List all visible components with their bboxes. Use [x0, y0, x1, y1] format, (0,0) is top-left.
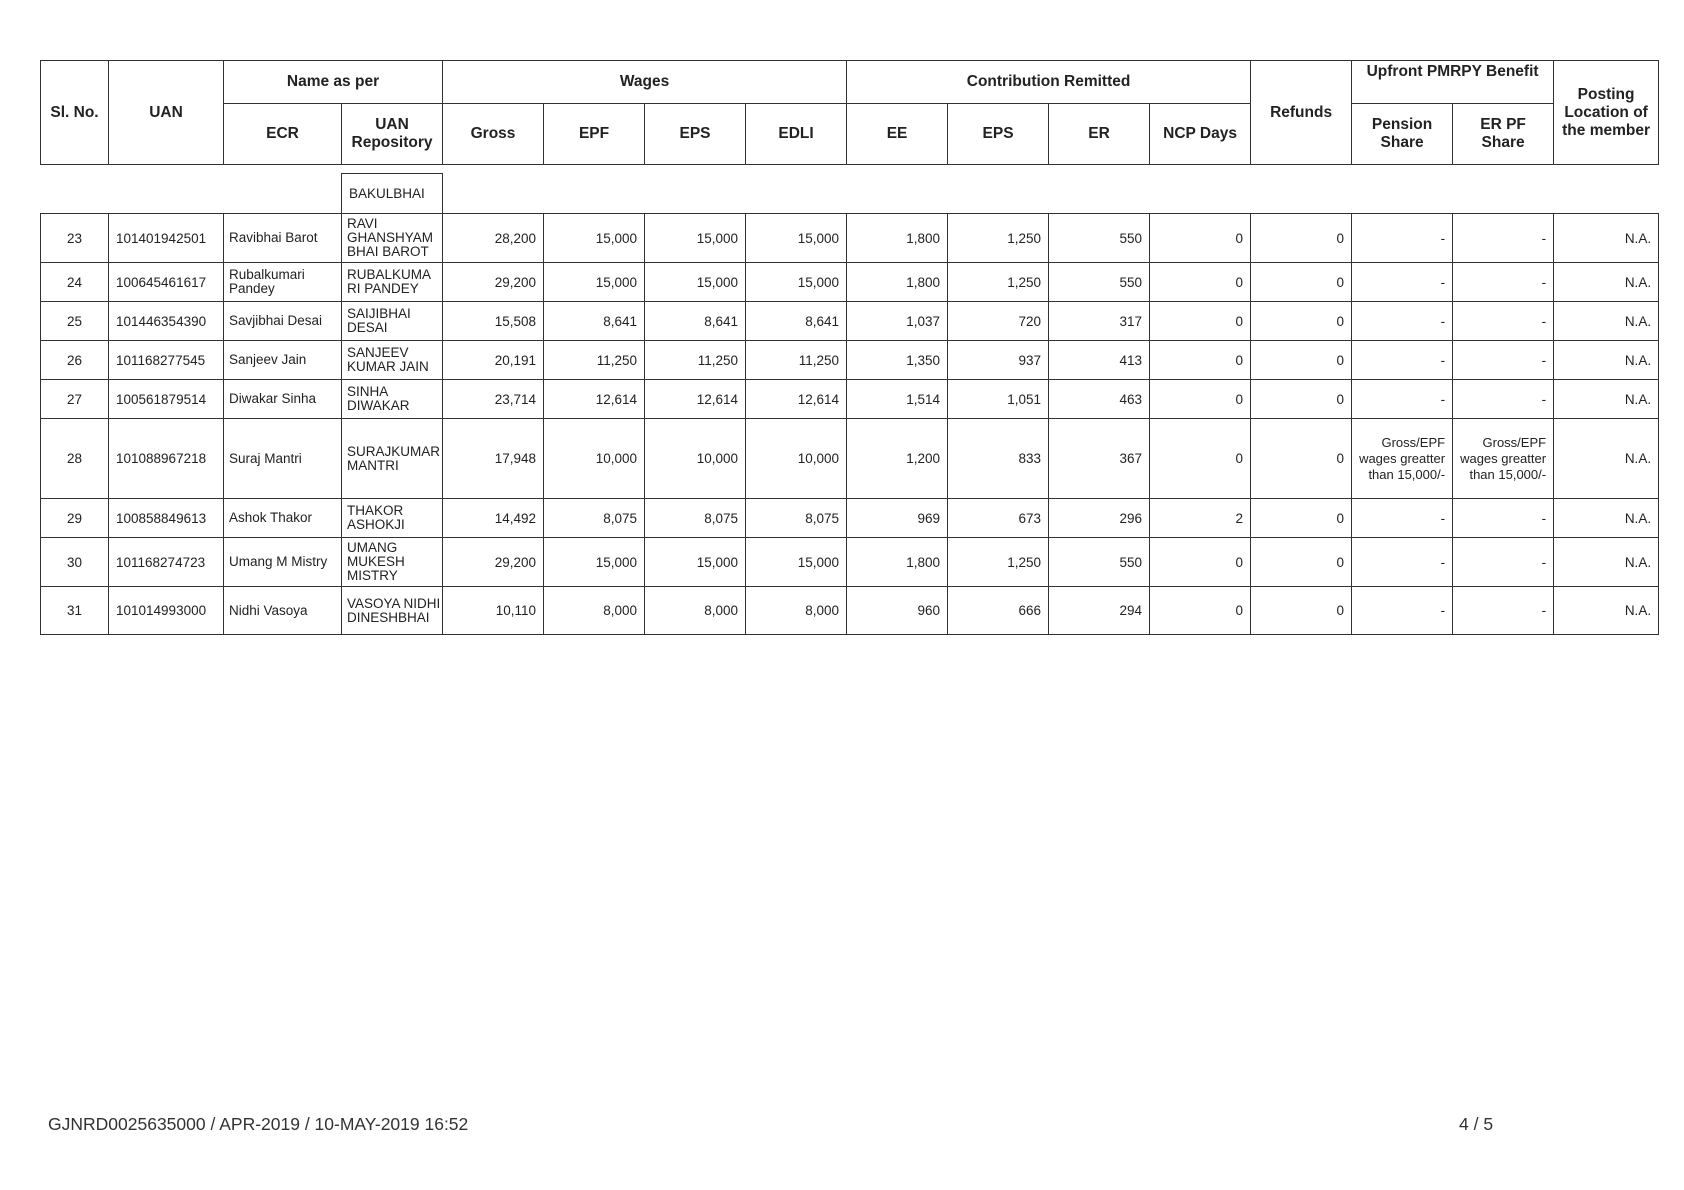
sl-no-cell: 25: [41, 302, 109, 341]
er-pf-share-cell: -: [1453, 341, 1554, 380]
er-cell: 413: [1049, 341, 1150, 380]
repository-name-cell: SAIJIBHAI DESAI: [342, 302, 443, 341]
wages-header: Wages: [443, 61, 847, 104]
epf-cell: 15,000: [544, 263, 645, 302]
er-cell: 550: [1049, 214, 1150, 263]
refunds-cell: 0: [1251, 499, 1352, 538]
gross-cell: 29,200: [443, 263, 544, 302]
ecr-name-cell: Diwakar Sinha: [224, 380, 342, 419]
refunds-cell: 0: [1251, 263, 1352, 302]
er-pf-share-cell: -: [1453, 380, 1554, 419]
table-row: [41, 538, 1659, 587]
epf-cell: 15,000: [544, 214, 645, 263]
uan-cell: 101168277545: [109, 341, 224, 380]
ncp-days-header: NCP Days: [1150, 104, 1251, 165]
edli-cell: 15,000: [746, 214, 847, 263]
repository-name-cell: VASOYA NIDHI DINESHBHAI: [342, 587, 443, 635]
ncp-days-cell: 0: [1150, 419, 1251, 499]
uan-cell: 101088967218: [109, 419, 224, 499]
eps-cell: 8,075: [645, 499, 746, 538]
ecr-header: ECR: [224, 104, 342, 165]
edli-cell: 8,000: [746, 587, 847, 635]
gross-cell: 17,948: [443, 419, 544, 499]
repository-name-cell: UMANG MUKESH MISTRY: [342, 538, 443, 587]
upfront-pmrpy-header: Upfront PMRPY Benefit: [1352, 61, 1554, 104]
repository-name-cell: SURAJKUMAR MANTRI: [342, 419, 443, 499]
eps-cell: 8,641: [645, 302, 746, 341]
eps-cell: 15,000: [645, 214, 746, 263]
ncp-days-cell: 0: [1150, 302, 1251, 341]
pension-share-cell: -: [1352, 341, 1453, 380]
pension-share-cell: Gross/EPF wages greatter than 15,000/-: [1352, 419, 1453, 499]
eps-contribution-cell: 666: [948, 587, 1049, 635]
pension-share-cell: -: [1352, 499, 1453, 538]
uan-cell: 101168274723: [109, 538, 224, 587]
uan-cell: 101446354390: [109, 302, 224, 341]
pension-share-cell: -: [1352, 263, 1453, 302]
pension-share-cell: -: [1352, 538, 1453, 587]
posting-location-cell: N.A.: [1554, 380, 1659, 419]
posting-location-cell: N.A.: [1554, 538, 1659, 587]
eps-contribution-cell: 673: [948, 499, 1049, 538]
er-pf-share-cell: -: [1453, 263, 1554, 302]
posting-location-cell: N.A.: [1554, 341, 1659, 380]
refunds-cell: 0: [1251, 380, 1352, 419]
table-row: [41, 214, 1659, 263]
ecr-name-cell: Rubalkumari Pandey: [224, 263, 342, 302]
er-pf-share-cell: -: [1453, 538, 1554, 587]
eps-header: EPS: [645, 104, 746, 165]
er-pf-share-cell: -: [1453, 302, 1554, 341]
uan-header: UAN: [109, 61, 224, 165]
gross-cell: 10,110: [443, 587, 544, 635]
uan-cell: 101014993000: [109, 587, 224, 635]
er-cell: 550: [1049, 538, 1150, 587]
ncp-days-cell: 2: [1150, 499, 1251, 538]
eps-contribution-cell: 1,250: [948, 214, 1049, 263]
sl-no-cell: 29: [41, 499, 109, 538]
ecr-name-cell: Savjibhai Desai: [224, 302, 342, 341]
er-pf-share-cell: -: [1453, 499, 1554, 538]
eps-cell: 10,000: [645, 419, 746, 499]
epf-header: EPF: [544, 104, 645, 165]
edli-cell: 15,000: [746, 538, 847, 587]
refunds-header: Refunds: [1251, 61, 1352, 165]
eps-contribution-cell: 833: [948, 419, 1049, 499]
eps-cell: 12,614: [645, 380, 746, 419]
sl-no-cell: 24: [41, 263, 109, 302]
gross-header: Gross: [443, 104, 544, 165]
ecr-name-cell: Nidhi Vasoya: [224, 587, 342, 635]
posting-location-header: Posting Location of the member: [1554, 61, 1659, 165]
ncp-days-cell: 0: [1150, 538, 1251, 587]
ee-cell: 1,350: [847, 341, 948, 380]
gross-cell: 23,714: [443, 380, 544, 419]
edli-cell: 12,614: [746, 380, 847, 419]
refunds-cell: 0: [1251, 587, 1352, 635]
sl-no-header: Sl. No.: [41, 61, 109, 165]
ecr-name-cell: Suraj Mantri: [224, 419, 342, 499]
er-cell: 294: [1049, 587, 1150, 635]
footer-document-id: GJNRD0025635000 / APR-2019 / 10-MAY-2019 16:52: [48, 1114, 469, 1134]
table-row: [41, 263, 1659, 302]
er-cell: 463: [1049, 380, 1150, 419]
eps-contribution-cell: 1,051: [948, 380, 1049, 419]
posting-location-cell: N.A.: [1554, 214, 1659, 263]
sl-no-cell: 26: [41, 341, 109, 380]
contribution-remitted-header: Contribution Remitted: [847, 61, 1251, 104]
sl-no-cell: 28: [41, 419, 109, 499]
posting-location-cell: N.A.: [1554, 587, 1659, 635]
table-row: [41, 419, 1659, 499]
refunds-cell: 0: [1251, 538, 1352, 587]
er-pf-share-header: ER PF Share: [1453, 104, 1554, 165]
ecr-name-cell: Sanjeev Jain: [224, 341, 342, 380]
ee-cell: 1,800: [847, 263, 948, 302]
table-row: [41, 302, 1659, 341]
ecr-name-cell: Umang M Mistry: [224, 538, 342, 587]
gross-cell: 29,200: [443, 538, 544, 587]
header-row-group: [41, 61, 1659, 104]
ee-cell: 1,200: [847, 419, 948, 499]
ncp-days-cell: 0: [1150, 587, 1251, 635]
eps-cell: 8,000: [645, 587, 746, 635]
er-cell: 317: [1049, 302, 1150, 341]
table-row: [41, 341, 1659, 380]
eps-cell: 11,250: [645, 341, 746, 380]
epf-cell: 15,000: [544, 538, 645, 587]
repository-name-cell: RUBALKUMA RI PANDEY: [342, 263, 443, 302]
sl-no-cell: 27: [41, 380, 109, 419]
er-cell: 296: [1049, 499, 1150, 538]
continued-name: BAKULBHAI: [342, 174, 443, 214]
refunds-cell: 0: [1251, 214, 1352, 263]
epf-cell: 12,614: [544, 380, 645, 419]
posting-location-cell: N.A.: [1554, 499, 1659, 538]
er-pf-share-cell: -: [1453, 587, 1554, 635]
ee-cell: 969: [847, 499, 948, 538]
epf-cell: 8,000: [544, 587, 645, 635]
ecr-name-cell: Ravibhai Barot: [224, 214, 342, 263]
uan-cell: 100858849613: [109, 499, 224, 538]
gross-cell: 15,508: [443, 302, 544, 341]
refunds-cell: 0: [1251, 341, 1352, 380]
ee-cell: 1,800: [847, 538, 948, 587]
ncp-days-cell: 0: [1150, 380, 1251, 419]
edli-header: EDLI: [746, 104, 847, 165]
uan-cell: 100645461617: [109, 263, 224, 302]
refunds-cell: 0: [1251, 419, 1352, 499]
eps-cell: 15,000: [645, 263, 746, 302]
ee-cell: 1,800: [847, 214, 948, 263]
er-header: ER: [1049, 104, 1150, 165]
epf-cell: 10,000: [544, 419, 645, 499]
posting-location-cell: N.A.: [1554, 419, 1659, 499]
edli-cell: 8,075: [746, 499, 847, 538]
sl-no-cell: 23: [41, 214, 109, 263]
table-row: [41, 587, 1659, 635]
gross-cell: 14,492: [443, 499, 544, 538]
uan-cell: 101401942501: [109, 214, 224, 263]
pension-share-cell: -: [1352, 587, 1453, 635]
ee-cell: 1,037: [847, 302, 948, 341]
ecr-name-cell: Ashok Thakor: [224, 499, 342, 538]
edli-cell: 11,250: [746, 341, 847, 380]
edli-cell: 15,000: [746, 263, 847, 302]
header-row-sub: [41, 104, 1659, 165]
footer-page-number: 4 / 5: [1459, 1114, 1494, 1134]
er-cell: 367: [1049, 419, 1150, 499]
ee-header: EE: [847, 104, 948, 165]
uan-repository-header: UAN Repository: [342, 104, 443, 165]
ncp-days-cell: 0: [1150, 341, 1251, 380]
eps-contribution-cell: 1,250: [948, 538, 1049, 587]
repository-name-cell: RAVI GHANSHYAM BHAI BAROT: [342, 214, 443, 263]
er-pf-share-cell: -: [1453, 214, 1554, 263]
repository-name-cell: SANJEEV KUMAR JAIN: [342, 341, 443, 380]
pension-share-cell: -: [1352, 302, 1453, 341]
epf-cell: 8,075: [544, 499, 645, 538]
eps-cell: 15,000: [645, 538, 746, 587]
continued-row: [41, 174, 1659, 214]
eps-contribution-header: EPS: [948, 104, 1049, 165]
gross-cell: 28,200: [443, 214, 544, 263]
ee-cell: 1,514: [847, 380, 948, 419]
ncp-days-cell: 0: [1150, 263, 1251, 302]
edli-cell: 8,641: [746, 302, 847, 341]
posting-location-cell: N.A.: [1554, 263, 1659, 302]
er-cell: 550: [1049, 263, 1150, 302]
table-row: [41, 499, 1659, 538]
pension-share-cell: -: [1352, 214, 1453, 263]
spacer-row: [41, 165, 1659, 174]
repository-name-cell: THAKOR ASHOKJI: [342, 499, 443, 538]
er-pf-share-cell: Gross/EPF wages greatter than 15,000/-: [1453, 419, 1554, 499]
ncp-days-cell: 0: [1150, 214, 1251, 263]
edli-cell: 10,000: [746, 419, 847, 499]
table-row: [41, 380, 1659, 419]
sl-no-cell: 30: [41, 538, 109, 587]
epf-cell: 8,641: [544, 302, 645, 341]
pension-share-cell: -: [1352, 380, 1453, 419]
pension-share-header: Pension Share: [1352, 104, 1453, 165]
eps-contribution-cell: 937: [948, 341, 1049, 380]
eps-contribution-cell: 720: [948, 302, 1049, 341]
refunds-cell: 0: [1251, 302, 1352, 341]
ee-cell: 960: [847, 587, 948, 635]
ecr-table: [40, 60, 1659, 635]
gross-cell: 20,191: [443, 341, 544, 380]
posting-location-cell: N.A.: [1554, 302, 1659, 341]
repository-name-cell: SINHA DIWAKAR: [342, 380, 443, 419]
uan-cell: 100561879514: [109, 380, 224, 419]
sl-no-cell: 31: [41, 587, 109, 635]
eps-contribution-cell: 1,250: [948, 263, 1049, 302]
name-as-per-header: Name as per: [224, 61, 443, 104]
epf-cell: 11,250: [544, 341, 645, 380]
